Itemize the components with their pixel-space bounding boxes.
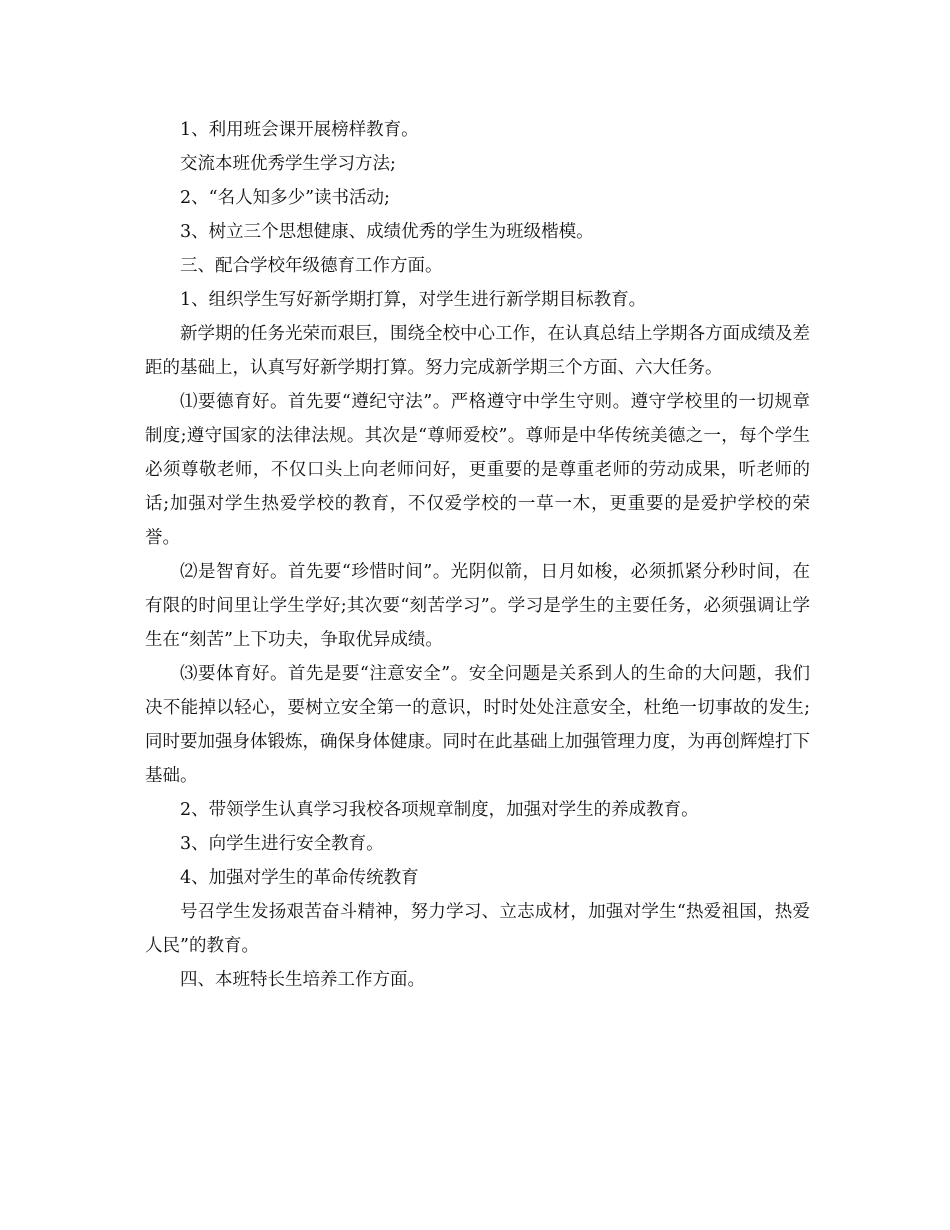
section-heading: 三、配合学校年级德育工作方面。 <box>180 256 443 276</box>
paragraph: ⑶要体育好。首先是要“注意安全”。安全问题是关系到人的生命的大问题，我们决不能掉以轻心，要树立安全第一的意识，时时处处注意安全，杜绝一切事故的发生;同时要加强身体锻炼，确保身体健康。同时在此基础上加强管理力度，为再创辉煌打下基础。 <box>145 664 810 786</box>
document-body <box>145 113 810 997</box>
paragraph: ⑴要德育好。首先要“遵纪守法”。严格遵守中学生守则。遵守学校里的一切规章制度;遵守国家的法律法规。其次是“尊师爱校”。尊师是中华传统美德之一，每个学生必须尊敬老师，不仅口头上向老师问好，更重要的是尊重老师的劳动成果，听老师的话;加强对学生热爱学校的教育，不仅爱学校的一草一木，更重要的是爱护学校的荣誉。 <box>145 392 810 548</box>
paragraph: 2、带领学生认真学习我校各项规章制度，加强对学生的养成教育。 <box>180 800 699 820</box>
paragraph: 2、“名人知多少”读书活动; <box>180 188 390 208</box>
paragraph: 1、组织学生写好新学期打算，对学生进行新学期目标教育。 <box>180 290 647 310</box>
paragraph: 新学期的任务光荣而艰巨，围绕全校中心工作，在认真总结上学期各方面成绩及差距的基础上，认真写好新学期打算。努力完成新学期三个方面、六大任务。 <box>145 324 810 378</box>
paragraph: 号召学生发扬艰苦奋斗精神，努力学习、立志成材，加强对学生“热爱祖国，热爱人民”的教育。 <box>145 902 810 956</box>
paragraph: 3、向学生进行安全教育。 <box>180 834 384 854</box>
paragraph: 1、利用班会课开展榜样教育。 <box>180 120 419 140</box>
paragraph: ⑵是智育好。首先要“珍惜时间”。光阴似箭，日月如梭，必须抓紧分秒时间，在有限的时间里让学生学好;其次要“刻苦学习”。学习是学生的主要任务，必须强调让学生在“刻苦”上下功夫，争取优异成绩。 <box>145 562 810 650</box>
section-heading: 四、本班特长生培养工作方面。 <box>180 970 425 990</box>
paragraph: 交流本班优秀学生学习方法; <box>180 154 396 174</box>
paragraph: 3、树立三个思想健康、成绩优秀的学生为班级楷模。 <box>180 222 594 242</box>
paragraph: 4、加强对学生的革命传统教育 <box>180 868 419 888</box>
